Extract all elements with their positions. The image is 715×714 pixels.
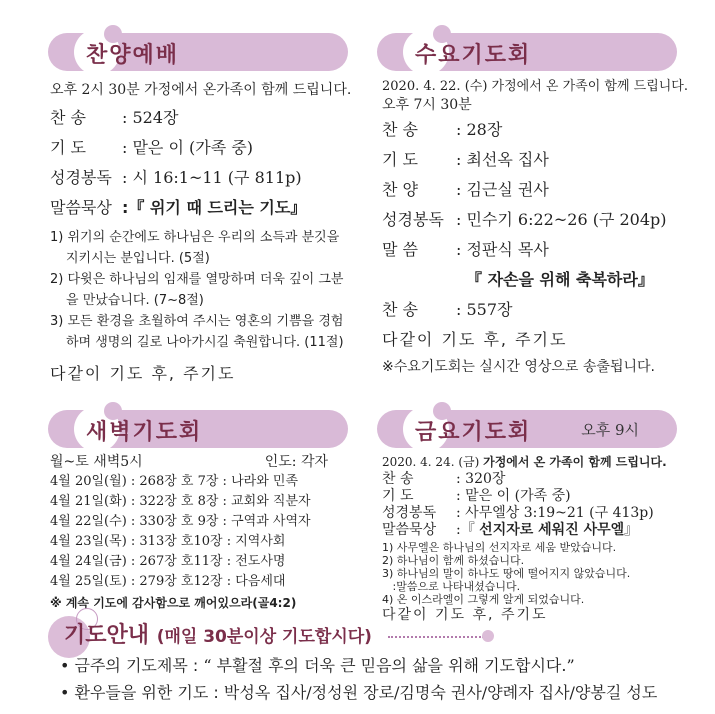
point-item: 3) 하나님의 말이 하나도 땅에 떨어지지 않았습니다.: [382, 567, 631, 580]
row-value: : 557장: [456, 300, 513, 319]
row-value: : 28장: [456, 120, 503, 139]
guide-item-value: “ 부활절 후의 더욱 큰 믿음의 삶을 위해 기도합시다.”: [203, 656, 575, 675]
point-item: 1) 위기의 순간에도 하나님은 우리의 소득과 분깃을 지키시는 분입니다. (5절): [50, 230, 340, 266]
row-label: 기 도: [382, 150, 418, 169]
row-value: : 맡은 이 (가족 중): [456, 488, 571, 504]
row-label: 성경봉독: [382, 505, 437, 521]
point-item: 4) 온 이스라엘이 그렇게 알게 되었습니다.: [382, 593, 585, 606]
leader: 인도: 각자: [264, 454, 328, 470]
order-row: [50, 163, 348, 193]
meditation-points: [50, 227, 348, 353]
order-row: [382, 488, 677, 505]
row-label: 찬 송: [382, 300, 418, 319]
section-header: [48, 410, 348, 448]
guide-title-text: 기도안내: [64, 623, 150, 648]
dotted-divider: [388, 636, 484, 638]
section-title: 금요기도회: [415, 420, 532, 445]
order-row: [382, 115, 677, 145]
row-value: : 사무엘상 3:19~21 (구 413p): [456, 505, 654, 521]
closing-line: 다같이 기도 후, 주기도: [382, 607, 548, 623]
date-line: 2020. 4. 22. (수) 가정에서 온 가족이 함께 드립니다.: [382, 79, 688, 94]
row-label: 말씀묵상: [382, 522, 437, 538]
row-label: 기 도: [50, 138, 86, 157]
guide-item-key: • 금주의 기도제목 :: [60, 656, 204, 675]
broadcast-note: ※수요기도회는 실시간 영상으로 송출됩니다.: [382, 359, 655, 375]
point-item: 3) 모든 환경을 초월하여 주시는 영혼의 기쁨을 경험하며 생명의 길로 나아가시길 축원합니다. (11절): [50, 314, 344, 350]
schedule-time: 월~토 새벽5시: [50, 454, 143, 470]
order-row: [382, 145, 677, 175]
section-title: 찬양예배: [86, 43, 180, 68]
day-row: 4월 25일(토) : 279장 호12장 : 다음세대: [50, 574, 286, 589]
section-title: 수요기도회: [415, 43, 532, 68]
row-value: : 민수기 6:22~26 (구 204p): [456, 210, 667, 229]
service-time: 오후 9시: [581, 421, 639, 439]
date-line: [382, 453, 677, 471]
guide-item-key: • 환우들을 위한 기도 :: [60, 683, 224, 702]
row-label: 말 씀: [382, 240, 418, 259]
date-text: 2020. 4. 24. (금): [382, 455, 484, 469]
divider-end-dot: [482, 630, 494, 642]
row-value: : 시 16:1~11 (구 811p): [122, 168, 302, 187]
closing-line: 다같이 기도 후, 주기도: [382, 330, 568, 349]
day-row: 4월 20일(월) : 268장 호 7장 : 나라와 민족: [50, 474, 298, 489]
row-value: : 김근실 권사: [456, 180, 549, 199]
guide-item: [60, 679, 657, 706]
row-value: 선지자로 세워진 사무엘: [479, 522, 625, 538]
row-value-prefix: :『: [456, 522, 480, 538]
friday-prayer-section: [377, 410, 677, 624]
section-title: 새벽기도회: [86, 420, 203, 445]
order-row: [50, 193, 348, 223]
order-row: [382, 235, 677, 265]
row-label: 기 도: [382, 488, 414, 504]
order-row: [382, 295, 677, 325]
meditation-points: [382, 541, 677, 606]
verse-note: ※ 계속 기도에 감사함으로 깨어있으라(골4:2): [50, 596, 297, 610]
point-item: 2) 하나님이 함께 하셨습니다.: [382, 554, 525, 567]
dawn-prayer-section: [48, 410, 348, 614]
row-label: 찬 송: [382, 120, 418, 139]
order-row: [382, 205, 677, 235]
row-label: 성경봉독: [382, 210, 444, 229]
sunday-worship-section: [48, 33, 352, 389]
sermon-title: 『 자손을 위해 축복하라』: [466, 270, 654, 289]
row-label: 말씀묵상: [50, 198, 112, 217]
schedule-row: [50, 452, 348, 472]
row-label: 찬 송: [382, 471, 414, 487]
section-header: [377, 33, 677, 71]
section-header: [377, 410, 677, 448]
row-value-suffix: 』: [624, 522, 639, 538]
row-value: : 맡은 이 (가족 중): [122, 138, 253, 157]
order-row: [382, 522, 677, 539]
guide-items: [60, 652, 657, 706]
order-row: [50, 103, 348, 133]
row-value: : 정판식 목사: [456, 240, 549, 259]
guide-item-value: 박성옥 집사/정성원 장로/김명숙 권사/양례자 집사/양봉길 성도: [223, 683, 658, 702]
order-row: [382, 471, 677, 488]
order-row: [50, 133, 348, 163]
point-item: 2) 다윗은 하나님의 임재를 열망하며 더욱 깊이 그분을 만났습니다. (7~8절): [50, 272, 344, 308]
day-row: 4월 24일(금) : 267장 호11장 : 전도사명: [50, 554, 286, 569]
guide-subtitle: (매일 30분이상 기도합시다): [156, 627, 372, 647]
row-label: 성경봉독: [50, 168, 112, 187]
order-row: [382, 175, 677, 205]
time-line: 오후 7시 30분: [382, 97, 472, 113]
guide-item: [60, 652, 657, 679]
guide-title: [64, 618, 372, 649]
row-value: : 최선옥 집사: [456, 150, 549, 169]
point-item: 1) 사무엘은 하나님의 선지자로 세움 받았습니다.: [382, 541, 617, 554]
point-item: :말씀으로 나타내셨습니다.: [382, 580, 521, 593]
section-header: [48, 33, 348, 71]
row-label: 찬 송: [50, 108, 86, 127]
day-row: 4월 21일(화) : 322장 호 8장 : 교회와 직분자: [50, 494, 311, 509]
row-value: : 320장: [456, 471, 506, 487]
time-line: 오후 2시 30분 가정에서 온가족이 함께 드립니다.: [50, 82, 352, 98]
day-row: 4월 23일(목) : 313장 호10장 : 지역사회: [50, 534, 286, 549]
date-note: 가정에서 온 가족이 함께 드립니다.: [483, 455, 667, 469]
row-label: 찬 양: [382, 180, 418, 199]
wednesday-prayer-section: [377, 33, 688, 379]
row-value: : 524장: [122, 108, 179, 127]
closing-line: 다같이 기도 후, 주기도: [50, 364, 236, 383]
order-row: [382, 505, 677, 522]
day-row: 4월 22일(수) : 330장 호 9장 : 구역과 사역자: [50, 514, 311, 529]
row-value: :『 위기 때 드리는 기도』: [122, 198, 307, 217]
